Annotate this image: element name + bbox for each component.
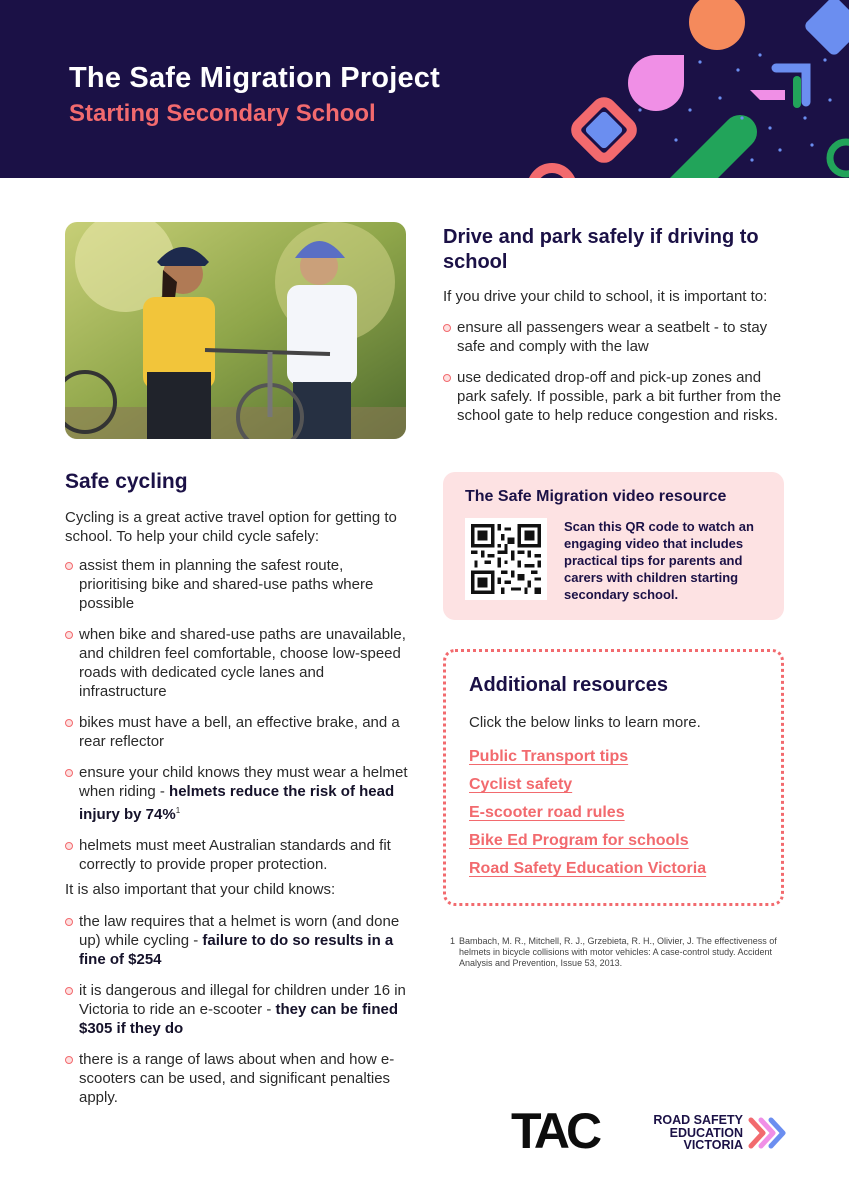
list-item: assist them in planning the safest route, prioritising bike and shared-use paths where possible: [65, 556, 410, 613]
cycling-intro-text: Cycling is a great active travel option for getting to school. To help your child cycle safely:: [65, 509, 397, 545]
list-item-text: there is a range of laws about when and how e-scooters can be used, and significant penalties apply.: [79, 1051, 395, 1106]
rsev-logo: [643, 1114, 789, 1152]
additional-resources-title: Additional resources: [469, 674, 668, 696]
list-item-text: it is dangerous and illegal for children under 16 in Victoria to ride an e-scooter -: [79, 982, 406, 1018]
additional-resources-box: [443, 649, 784, 906]
video-resource-title: The Safe Migration video resource: [465, 488, 727, 505]
cycling-law-list: [65, 912, 410, 1119]
list-item-text: ensure your child knows they must wear a helmet when riding -: [79, 764, 408, 800]
list-item-emphasis: failure to do so results in a fine of $254: [79, 932, 394, 968]
cycling-section-title: Safe cycling: [65, 470, 188, 493]
drive-list: [443, 318, 793, 437]
link-e-scooter-road-rules[interactable]: E-scooter road rules: [469, 804, 625, 821]
list-item: use dedicated drop-off and pick-up zones and park safely. If possible, park a bit further from the school gate to help reduce congestion and risks.: [443, 368, 793, 425]
link-bike-ed-program[interactable]: Bike Ed Program for schools: [469, 832, 689, 849]
additional-resources-intro: Click the below links to learn more.: [469, 714, 701, 731]
green-ring-shape: [830, 142, 849, 174]
tac-logo-text: TAC: [511, 1104, 599, 1152]
drive-intro-text: If you drive your child to school, it is important to:: [443, 288, 768, 305]
green-stripe-shape: [662, 132, 740, 178]
link-public-transport-tips[interactable]: Public Transport tips: [469, 748, 629, 765]
list-item: [65, 1050, 410, 1107]
list-item: [65, 912, 410, 969]
rsev-line: VICTORIA: [683, 1138, 743, 1152]
list-item: helmets must meet Australian standards and fit correctly to provide proper protection.: [65, 836, 410, 874]
link-road-safety-education-victoria[interactable]: Road Safety Education Victoria: [469, 860, 707, 877]
page-subtitle: Starting Secondary School: [69, 100, 376, 127]
cycling-also-intro: It is also important that your child knows:: [65, 881, 336, 898]
rsev-logo-text: [643, 1114, 743, 1152]
list-item-emphasis: helmets reduce the risk of head injury by 74%: [79, 783, 395, 823]
tac-logo: [511, 1104, 619, 1157]
footnote-ref: 1: [175, 806, 181, 815]
list-item: ensure all passengers wear a seatbelt - to stay safe and comply with the law: [443, 318, 793, 356]
drive-section-title: Drive and park safely if driving to school: [443, 226, 759, 273]
qr-code-icon[interactable]: [465, 518, 547, 600]
pink-bar-shape: [750, 90, 785, 100]
header-banner: [0, 0, 849, 178]
pink-drop-shape: [628, 55, 684, 111]
list-item: [65, 763, 410, 824]
rsev-line: ROAD SAFETY: [653, 1113, 743, 1127]
resource-links: [469, 748, 706, 888]
footnote-number: 1: [450, 936, 456, 946]
page-title: The Safe Migration Project: [69, 62, 440, 94]
video-resource-box: [443, 472, 784, 620]
coral-ring-shape: [532, 168, 572, 178]
list-item: when bike and shared-use paths are unavailable, and children feel comfortable, choose low-speed roads with dedicated cycle lanes and infrastructure: [65, 625, 410, 701]
rsev-line: EDUCATION: [669, 1125, 743, 1140]
list-item: [65, 981, 410, 1038]
footnote-text: Bambach, M. R., Mitchell, R. J., Grzebieta, R. H., Olivier, J. The effectiveness of helmets in bicycle collisions with motor vehicles: A case-control study. Accident Analysis and Prevention, Issue 53, 2013.: [459, 936, 777, 968]
orange-circle-shape: [689, 0, 745, 50]
cycling-list: [65, 556, 410, 886]
link-cyclist-safety[interactable]: Cyclist safety: [469, 776, 573, 793]
rsev-chevrons-icon: [747, 1116, 789, 1150]
list-item: bikes must have a bell, an effective brake, and a rear reflector: [65, 713, 410, 751]
blue-diamond-shape: [803, 0, 849, 57]
video-resource-text: Scan this QR code to watch an engaging video that includes practical tips for parents and carers with children starting secondary school.: [564, 519, 754, 602]
students-with-bike-photo: [65, 222, 406, 439]
list-item-text: the law requires that a helmet is worn (and done up) while cycling -: [79, 913, 400, 949]
list-item-emphasis: they can be fined $305 if they do: [79, 1001, 399, 1037]
footnote: [450, 936, 790, 969]
